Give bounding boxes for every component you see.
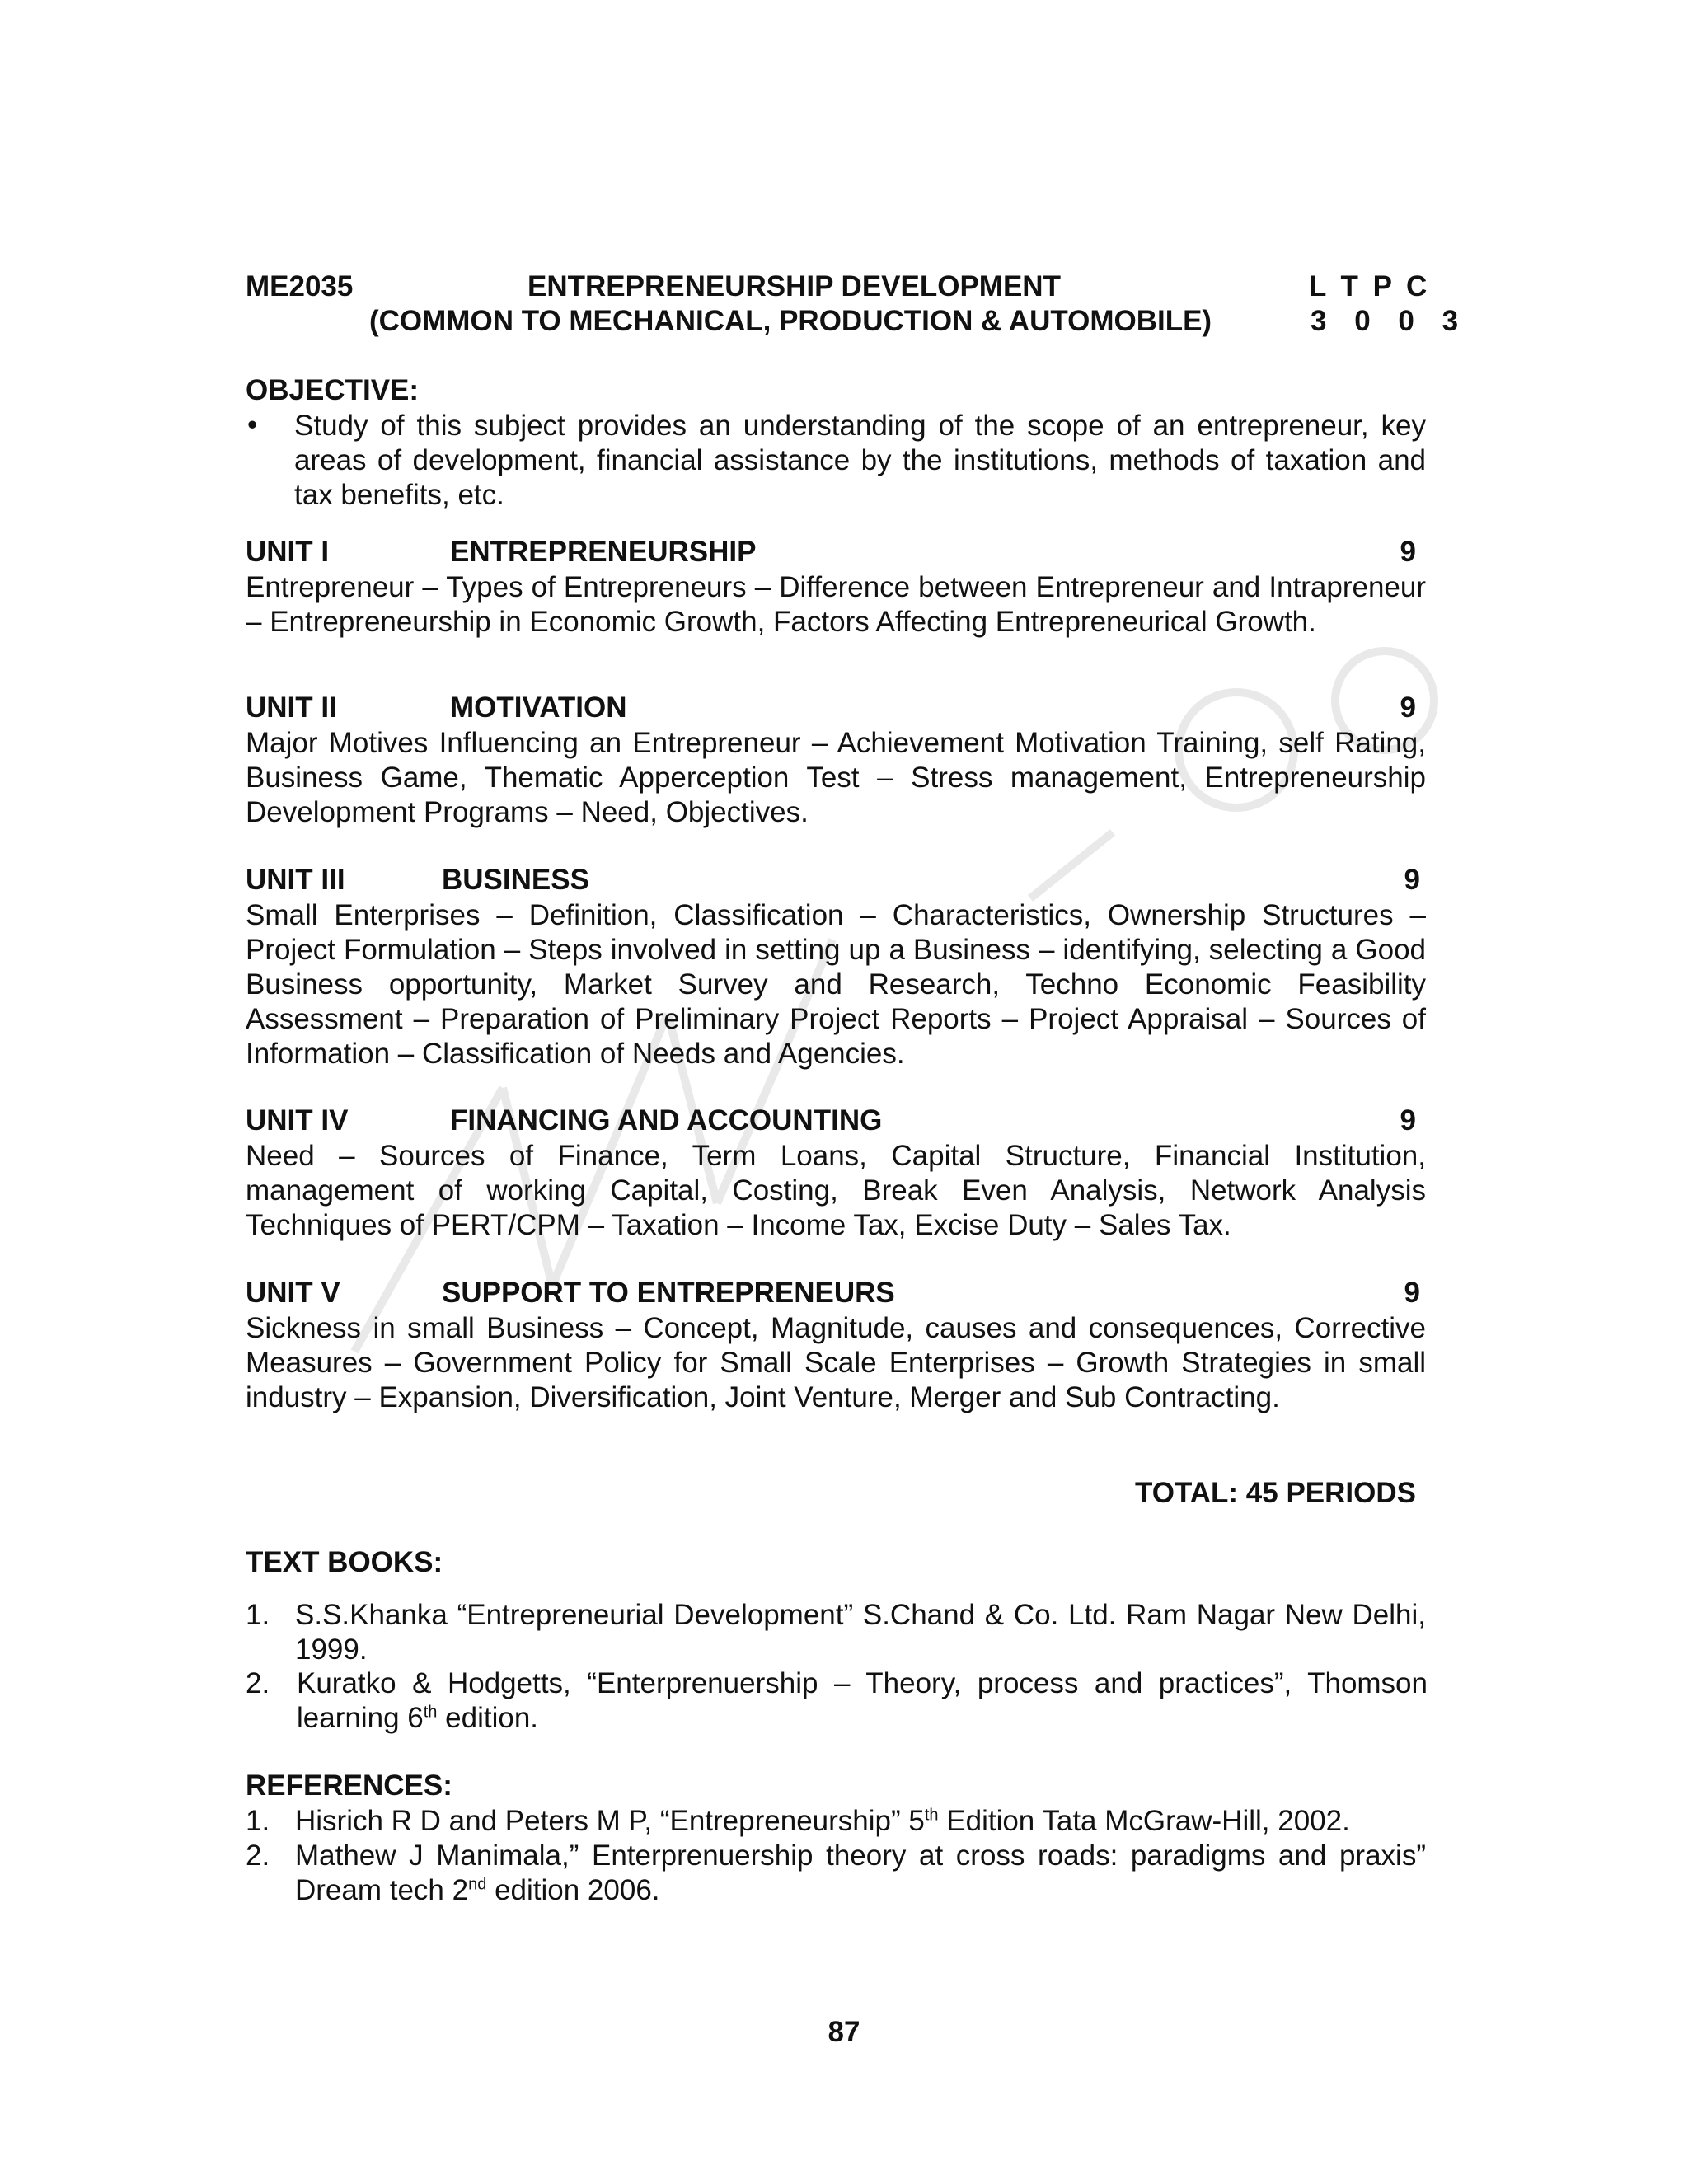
unit-hours: 9 xyxy=(1400,1104,1416,1137)
unit-hours: 9 xyxy=(1400,536,1416,568)
text-books-heading: TEXT BOOKS: xyxy=(246,1546,443,1578)
unit-label: UNIT II xyxy=(246,691,337,724)
unit-title: MOTIVATION xyxy=(450,691,627,724)
unit-hours: 9 xyxy=(1404,1277,1420,1309)
course-subtitle: (COMMON TO MECHANICAL, PRODUCTION & AUTOMOBILE) xyxy=(369,305,1212,337)
unit-body: Need – Sources of Finance, Term Loans, Capital Structure, Financial Institution, management of working Capital, Costing, Break Even Analysis, Network Analysis Techniques of PERT/CPM – Taxation – Income Tax, Excise Duty – Sales Tax. xyxy=(246,1140,1426,1241)
unit-body: Sickness in small Business – Concept, Magnitude, causes and consequences, Corrective Measures – Government Policy for Small Scale Enterprises – Growth Strategies in small industry – Expansion, Diversification, Joint Venture, Merger and Sub Contracting. xyxy=(246,1312,1426,1413)
unit-label: UNIT IV xyxy=(246,1104,349,1137)
superscript: th xyxy=(423,1703,438,1722)
list-number: 1. xyxy=(246,1599,270,1631)
list-text-main: Mathew J Manimala,” Enterprenuership theory at cross roads: paradigms and praxis” Dream tech 2 xyxy=(295,1840,1426,1906)
unit-label: UNIT I xyxy=(246,536,330,568)
list-number: 1. xyxy=(246,1805,270,1837)
page-number: 87 xyxy=(828,2016,860,2048)
unit-body: Small Enterprises – Definition, Classification – Characteristics, Ownership Structures – Project Formulation – Steps involved in setting up a Business – identifying, selecting a Good Business opportunity, Market Survey and Research, Techno Economic Feasibility Assessment – Preparation of Preliminary Project Reports – Project Appraisal – Sources of Information – Classification of Needs and Agencies. xyxy=(246,899,1426,1070)
list-text xyxy=(295,1839,1426,1908)
list-text xyxy=(297,1666,1428,1736)
unit-heading xyxy=(246,691,1416,726)
unit-title: FINANCING AND ACCOUNTING xyxy=(450,1104,883,1137)
total-periods: TOTAL: 45 PERIODS xyxy=(1135,1477,1416,1509)
unit-heading xyxy=(246,1277,1420,1311)
course-code: ME2035 xyxy=(246,270,354,302)
unit-heading xyxy=(246,864,1420,898)
unit-label: UNIT V xyxy=(246,1277,340,1309)
list-number: 2. xyxy=(246,1840,270,1872)
unit-heading xyxy=(246,536,1416,570)
bullet-icon: • xyxy=(247,409,258,441)
list-text-tail: edition. xyxy=(437,1702,539,1734)
course-title: ENTREPRENEURSHIP DEVELOPMENT xyxy=(528,270,1061,302)
unit-title: ENTREPRENEURSHIP xyxy=(450,536,757,568)
ltpc-label: L T P C xyxy=(1309,270,1431,302)
objective-text: Study of this subject provides an understanding of the scope of an entrepreneur, key areas of development, financial assistance by the institutions, methods of taxation and tax benefits, etc. xyxy=(294,410,1426,511)
list-text-tail: edition 2006. xyxy=(486,1874,660,1906)
list-text-tail: Edition Tata McGraw-Hill, 2002. xyxy=(938,1805,1350,1837)
unit-title: BUSINESS xyxy=(442,864,589,896)
ltpc-values: 3 0 0 3 xyxy=(1311,305,1469,337)
unit-body: Major Motives Influencing an Entrepreneur – Achievement Motivation Training, self Rating, Business Game, Thematic Apperception Test – Stress management, Entrepreneurship Development Programs – Need, Objectives. xyxy=(246,727,1426,828)
unit-hours: 9 xyxy=(1400,691,1416,724)
unit-heading xyxy=(246,1104,1416,1139)
references-heading: REFERENCES: xyxy=(246,1769,452,1802)
list-text-main: Hisrich R D and Peters M P, “Entrepreneurship” 5 xyxy=(295,1805,925,1837)
superscript: th xyxy=(924,1806,939,1825)
list-text: S.S.Khanka “Entrepreneurial Development” S.Chand & Co. Ltd. Ram Nagar New Delhi, 1999. xyxy=(295,1599,1426,1666)
list-text-main: Kuratko & Hodgetts, “Enterprenuership – Theory, process and practices”, Thomson learning 6 xyxy=(297,1667,1428,1734)
list-text xyxy=(295,1804,1426,1839)
unit-body: Entrepreneur – Types of Entrepreneurs – Difference between Entrepreneur and Intrapreneur – Entrepreneurship in Economic Growth, Factors Affecting Entrepreneurical Growth. xyxy=(246,571,1426,638)
unit-hours: 9 xyxy=(1404,864,1420,896)
superscript: nd xyxy=(468,1875,487,1894)
list-number: 2. xyxy=(246,1667,270,1699)
unit-label: UNIT III xyxy=(246,864,345,896)
objective-heading: OBJECTIVE: xyxy=(246,374,420,406)
unit-title: SUPPORT TO ENTREPRENEURS xyxy=(442,1277,895,1309)
